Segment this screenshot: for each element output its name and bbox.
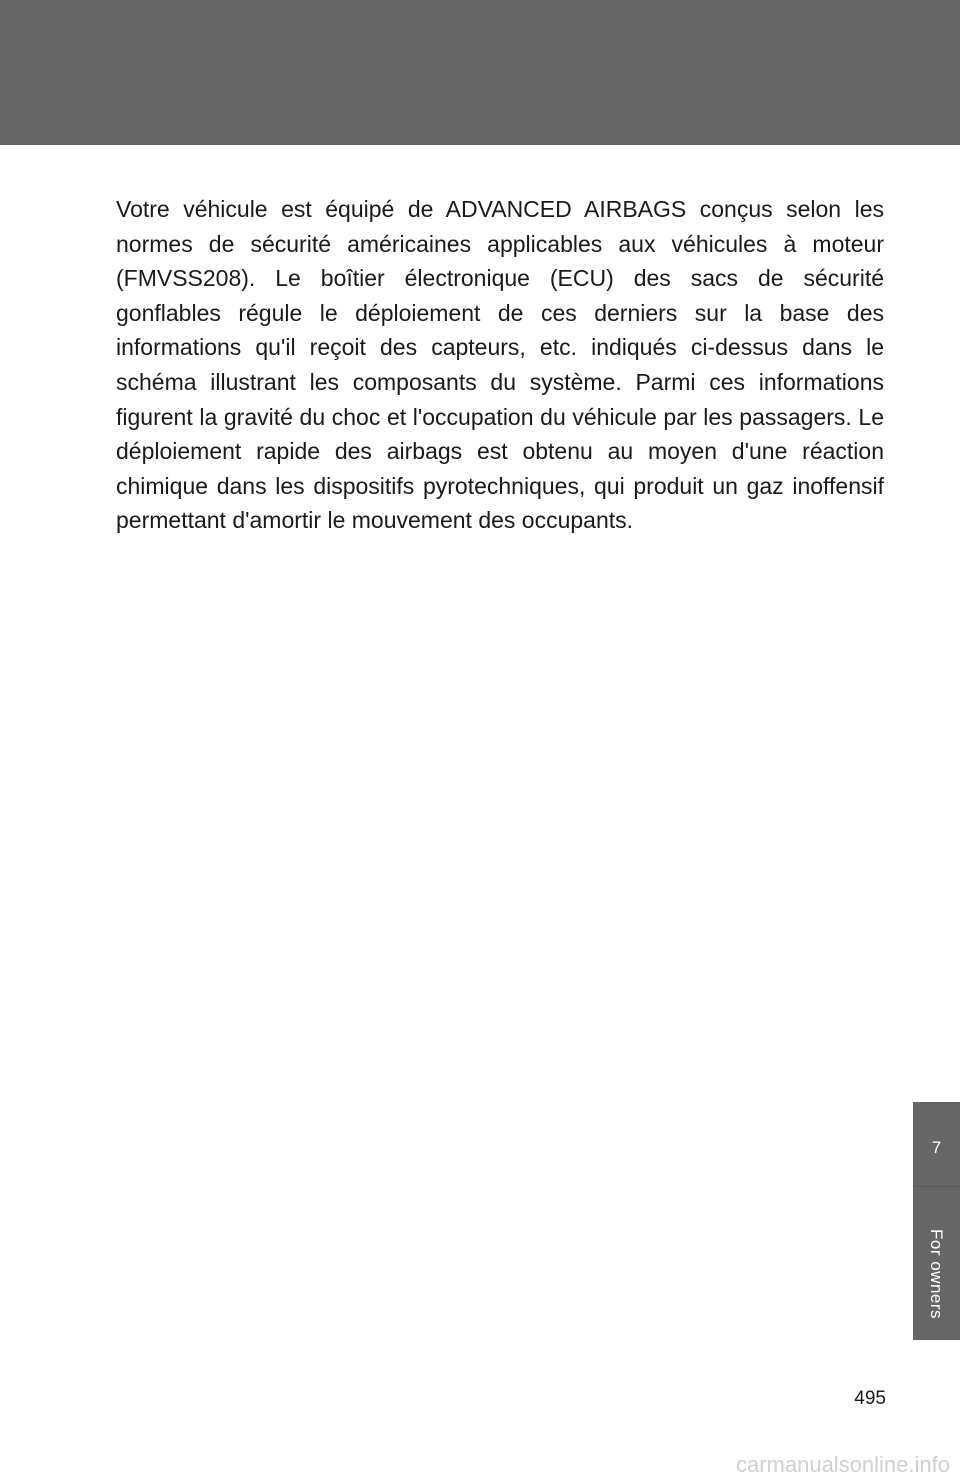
chapter-tab (913, 1102, 960, 1340)
header-band (0, 0, 960, 145)
body-paragraph: Votre véhicule est équipé de ADVANCED AIRBAGS conçus selon les normes de sécurité américaines applicables aux véhicules à moteur (FMVSS208). Le boîtier électronique (ECU) des sacs de sécurité gonflables régule le déploiement de ces derniers sur la base des informations qu'il reçoit des capteurs, etc. indiqués ci-dessus dans le schéma illustrant les composants du système. Parmi ces informations figurent la gravité du choc et l'occupation du véhicule par les passagers. Le déploiement rapide des airbags est obtenu au moyen d'une réaction chimique dans les dispositifs pyrotechniques, qui produit un gaz inoffensif permettant d'amortir le mouvement des occupants. (116, 196, 884, 534)
chapter-label: For owners (927, 1228, 946, 1320)
watermark: carmanualsonline.info (735, 1452, 950, 1477)
chapter-number: 7 (931, 1138, 942, 1157)
chapter-divider (913, 1186, 960, 1187)
page-number: 495 (854, 1388, 886, 1409)
